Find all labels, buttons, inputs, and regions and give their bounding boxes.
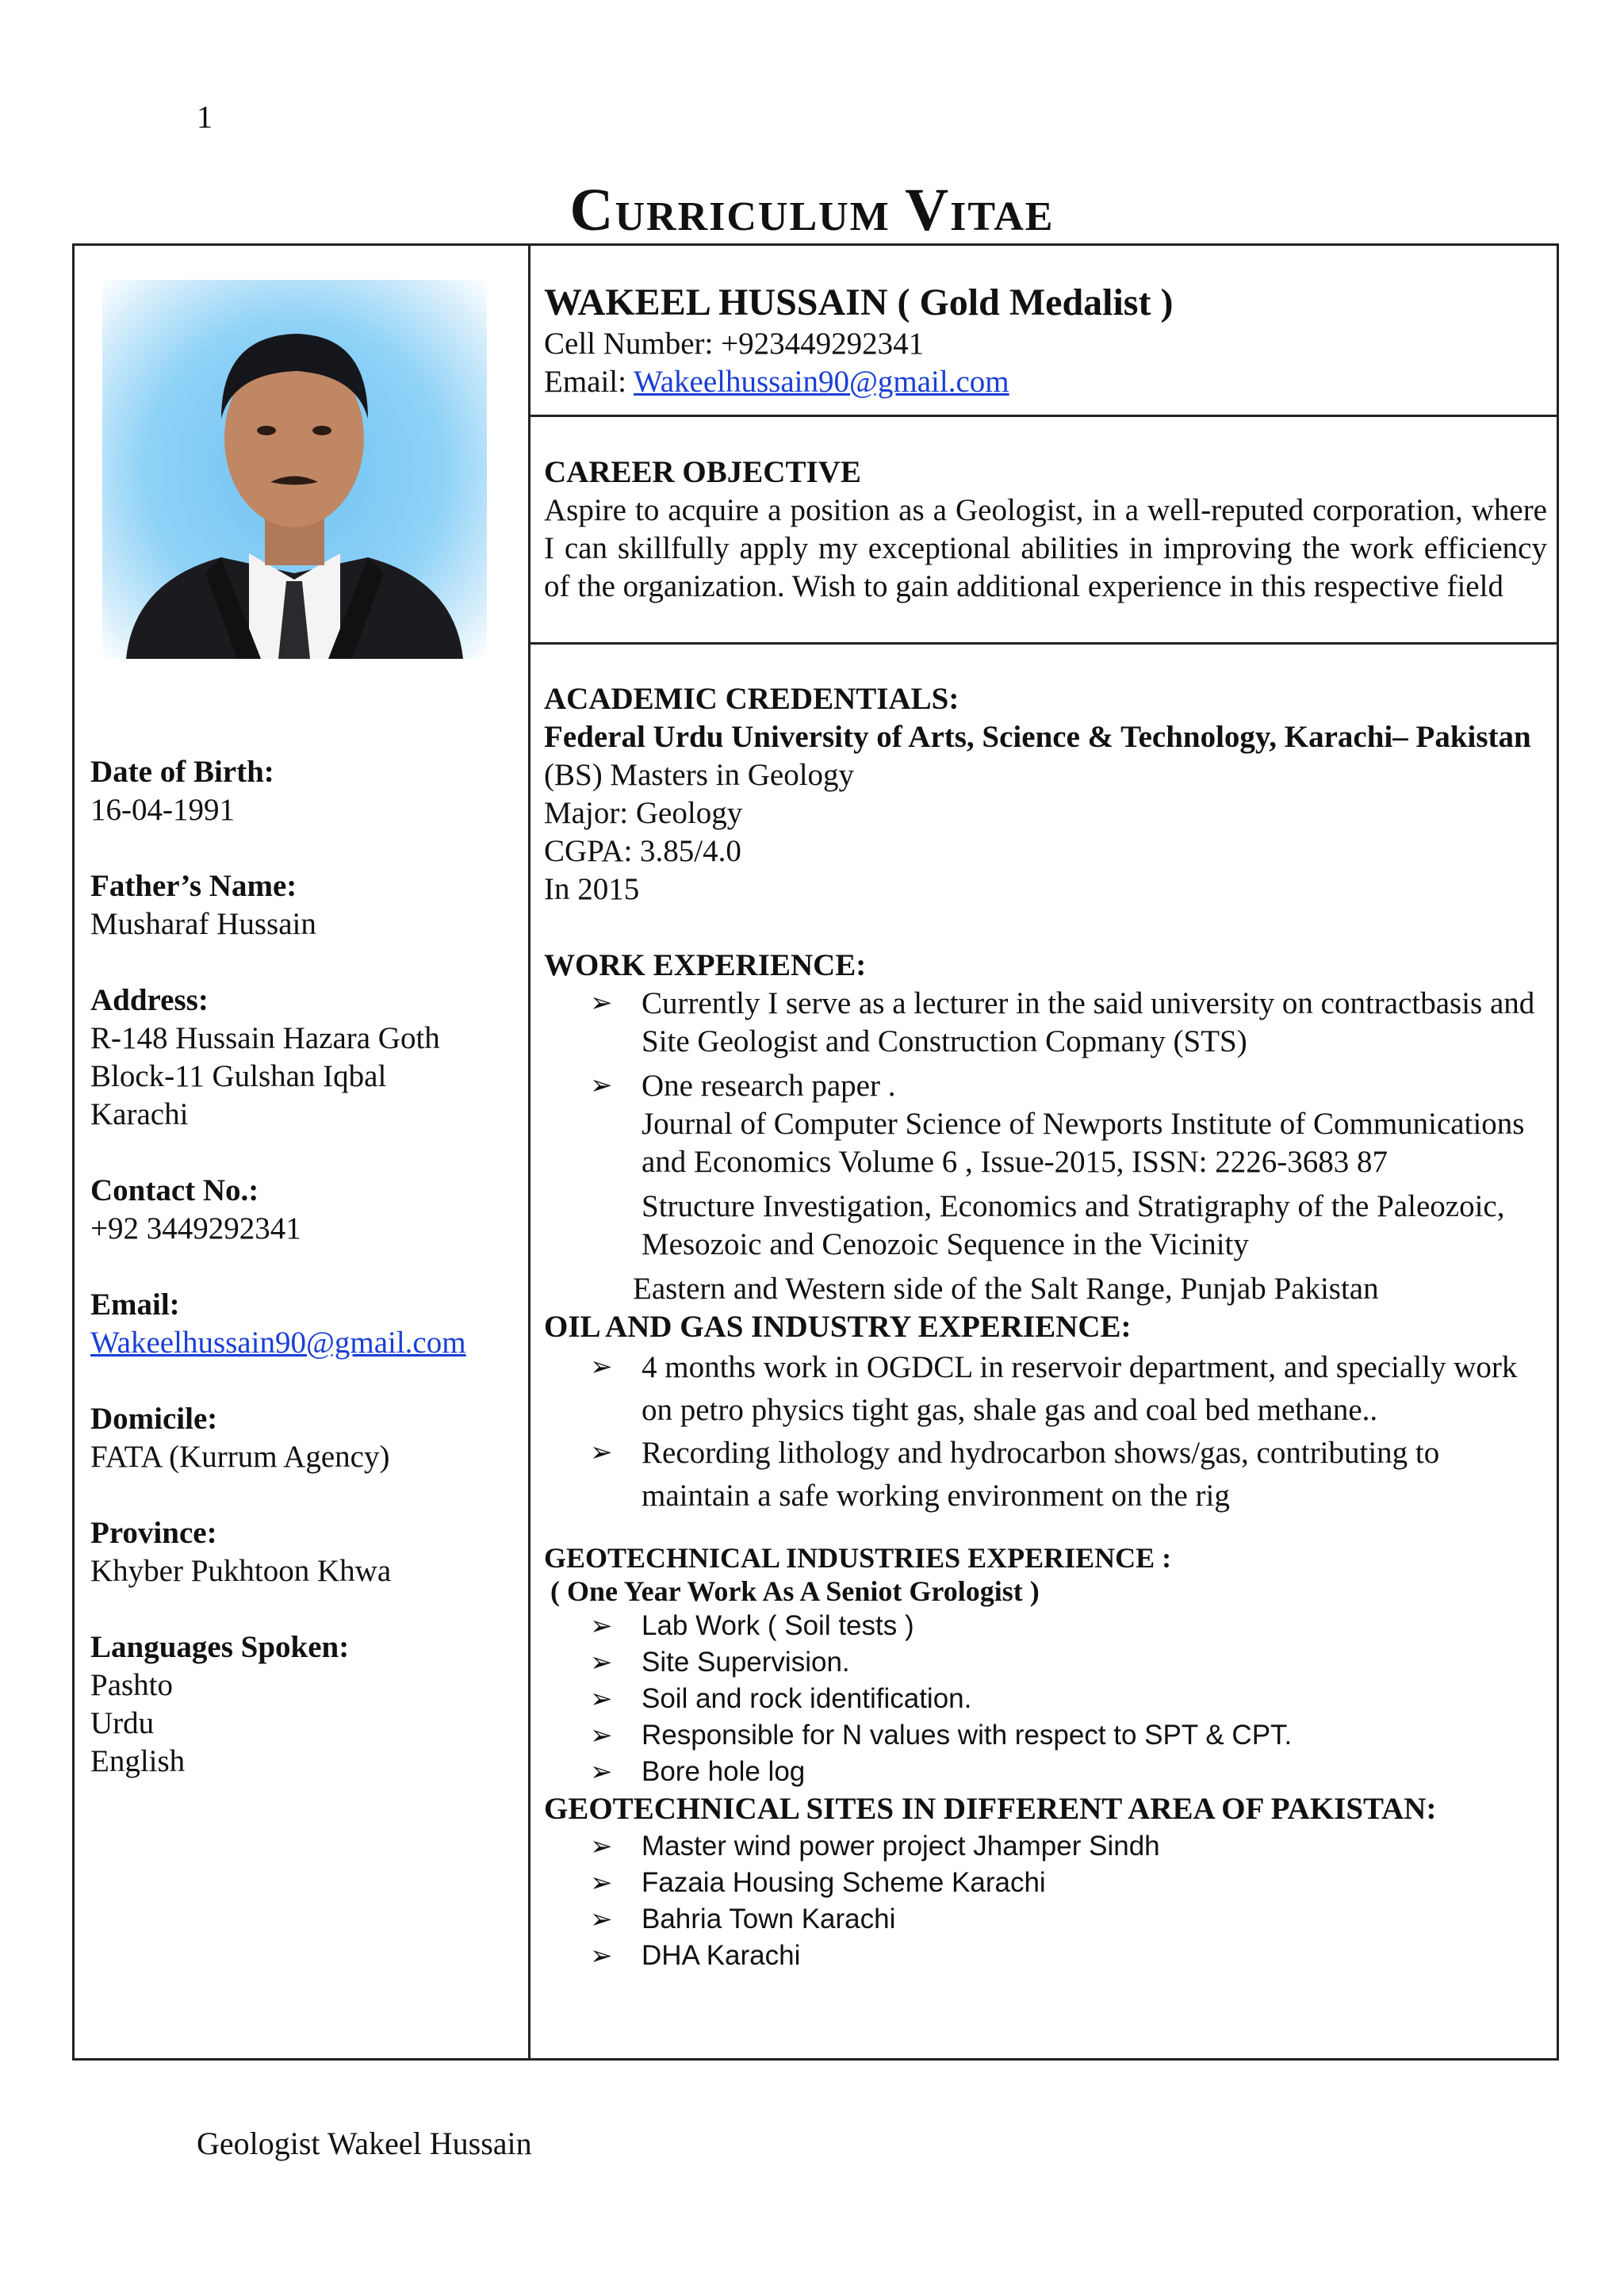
languages-label: Languages Spoken: <box>90 1630 350 1664</box>
province-value: Khyber Pukhtoon Khwa <box>90 1554 392 1588</box>
header-email-label: Email: <box>544 365 626 399</box>
province-label: Province: <box>90 1516 217 1550</box>
geotech-item: Soil and rock identification. <box>642 1683 972 1714</box>
research-location: Eastern and Western side of the Salt Range, Punjab Pakistan <box>633 1272 1379 1306</box>
site-item: Master wind power project Jhamper Sindh <box>642 1831 1160 1862</box>
geotech-item: Bore hole log <box>642 1756 806 1787</box>
academic-heading: ACADEMIC CREDENTIALS: <box>544 682 959 716</box>
university-name: Federal Urdu University of Arts, Science & Technology, Karachi– Pakistan <box>544 720 1531 754</box>
title-initial-v: V <box>905 177 951 243</box>
geotech-heading: GEOTECHNICAL INDUSTRIES EXPERIENCE : <box>544 1542 1172 1574</box>
arrow-bullet-icon: ➢ <box>590 1720 613 1751</box>
header-email <box>544 363 1547 401</box>
list-item <box>544 1754 1547 1790</box>
father-value: Musharaf Hussain <box>90 907 316 941</box>
work-item-text: Currently I serve as a lecturer in the said university on contractbasis and Site Geologist and Construction Copmany (STS) <box>642 986 1535 1058</box>
contact-label: Contact No.: <box>90 1173 259 1207</box>
list-item <box>544 1717 1547 1754</box>
list-item <box>544 1828 1547 1865</box>
list-item <box>544 1938 1547 1974</box>
academic-line: CGPA: 3.85/4.0 <box>544 834 741 868</box>
list-item <box>544 1346 1547 1432</box>
geotech-subheading: ( One Year Work As A Seniot Grologist ) <box>550 1575 1040 1607</box>
geotech-item: Lab Work ( Soil tests ) <box>642 1610 914 1641</box>
father-label: Father’s Name: <box>90 869 297 903</box>
work-heading: WORK EXPERIENCE: <box>544 948 867 982</box>
arrow-bullet-icon: ➢ <box>590 1904 613 1934</box>
domicile-label: Domicile: <box>90 1402 218 1436</box>
geotech-item: Responsible for N values with respect to SPT & CPT. <box>642 1720 1293 1751</box>
site-item: Bahria Town Karachi <box>642 1904 896 1934</box>
list-item <box>544 1432 1547 1517</box>
cv-table <box>72 243 1559 2061</box>
research-title: One research paper . <box>642 1069 896 1103</box>
arrow-bullet-icon: ➢ <box>590 1611 613 1641</box>
row-divider-2 <box>530 642 1557 645</box>
cell-label: Cell Number: <box>544 327 714 361</box>
oil-gas-heading: OIL AND GAS INDUSTRY EXPERIENCE: <box>544 1310 1132 1344</box>
personal-details <box>90 753 511 1781</box>
title-part-2: ITAE <box>950 194 1055 239</box>
dob-value: 16-04-1991 <box>90 793 235 827</box>
main-details <box>544 680 1547 1974</box>
cell-value: +923449292341 <box>721 327 925 361</box>
career-heading: CAREER OBJECTIVE <box>544 455 861 489</box>
arrow-bullet-icon: ➢ <box>590 1071 613 1100</box>
email-link[interactable]: Wakeelhussain90@gmail.com <box>90 1326 466 1360</box>
column-divider <box>528 246 530 2058</box>
language-item: Urdu <box>90 1706 155 1740</box>
page-number: 1 <box>197 99 213 135</box>
address-line: Karachi <box>90 1097 189 1131</box>
title-initial-c: C <box>569 177 615 243</box>
arrow-bullet-icon: ➢ <box>590 1941 613 1971</box>
profile-photo <box>102 280 487 659</box>
geotech-item: Site Supervision. <box>642 1647 850 1678</box>
arrow-bullet-icon: ➢ <box>590 1438 613 1468</box>
address-line: Block-11 Gulshan Iqbal <box>90 1059 387 1093</box>
arrow-bullet-icon: ➢ <box>590 1647 613 1678</box>
language-item: Pashto <box>90 1668 174 1702</box>
page-title <box>0 176 1624 245</box>
title-part-1: URRICULUM <box>615 194 891 239</box>
candidate-name: WAKEEL HUSSAIN ( Gold Medalist ) <box>544 281 1174 323</box>
academic-line: Major: Geology <box>544 796 743 830</box>
oil-gas-item: 4 months work in OGDCL in reservoir department, and specially work on petro physics tight gas, shale gas and coal bed methane.. <box>642 1350 1518 1427</box>
row-divider-1 <box>530 415 1557 417</box>
list-item <box>544 1608 1547 1644</box>
dob-label: Date of Birth: <box>90 755 274 789</box>
list-item <box>544 1681 1547 1717</box>
site-item: DHA Karachi <box>642 1940 801 1971</box>
academic-line: (BS) Masters in Geology <box>544 758 855 792</box>
person-silhouette-icon <box>102 280 487 659</box>
header-cell <box>544 281 1547 401</box>
oil-gas-item: Recording lithology and hydrocarbon shows/gas, contributing to maintain a safe working environment on the rig <box>642 1436 1440 1513</box>
sites-heading: GEOTECHNICAL SITES IN DIFFERENT AREA OF PAKISTAN: <box>544 1792 1437 1826</box>
arrow-bullet-icon: ➢ <box>590 1684 613 1714</box>
arrow-bullet-icon: ➢ <box>590 1757 613 1787</box>
site-item: Fazaia Housing Scheme Karachi <box>642 1867 1046 1898</box>
arrow-bullet-icon: ➢ <box>590 1353 613 1382</box>
academic-line: In 2015 <box>544 872 640 906</box>
career-text: Aspire to acquire a position as a Geologist, in a well-reputed corporation, where I can skillfully apply my exceptional abilities in improving the work efficiency of the organization. Wish to gain additional experience in this respective field <box>544 493 1547 603</box>
list-item <box>544 1901 1547 1938</box>
address-label: Address: <box>90 983 209 1017</box>
list-item <box>544 1644 1547 1681</box>
arrow-bullet-icon: ➢ <box>590 1831 613 1862</box>
list-item <box>544 1865 1547 1901</box>
research-paper: Structure Investigation, Economics and Stratigraphy of the Paleozoic, Mesozoic and Cenozoic Sequence in the Vicinity <box>642 1189 1505 1261</box>
list-item <box>544 1067 1547 1264</box>
cell-number <box>544 325 1547 363</box>
header-email-link[interactable]: Wakeelhussain90@gmail.com <box>634 365 1009 399</box>
language-item: English <box>90 1744 186 1778</box>
arrow-bullet-icon: ➢ <box>590 1868 613 1898</box>
address-line: R-148 Hussain Hazara Goth <box>90 1021 440 1055</box>
list-item <box>544 985 1547 1061</box>
email-label: Email: <box>90 1288 180 1322</box>
arrow-bullet-icon: ➢ <box>590 989 613 1018</box>
research-journal: Journal of Computer Science of Newports Institute of Communications and Economics Volume 6 , Issue-2015, ISSN: 2226-3683 87 <box>642 1107 1525 1179</box>
career-objective <box>544 453 1547 606</box>
domicile-value: FATA (Kurrum Agency) <box>90 1440 390 1474</box>
contact-value: +92 3449292341 <box>90 1211 301 1246</box>
footer-text: Geologist Wakeel Hussain <box>197 2126 532 2161</box>
